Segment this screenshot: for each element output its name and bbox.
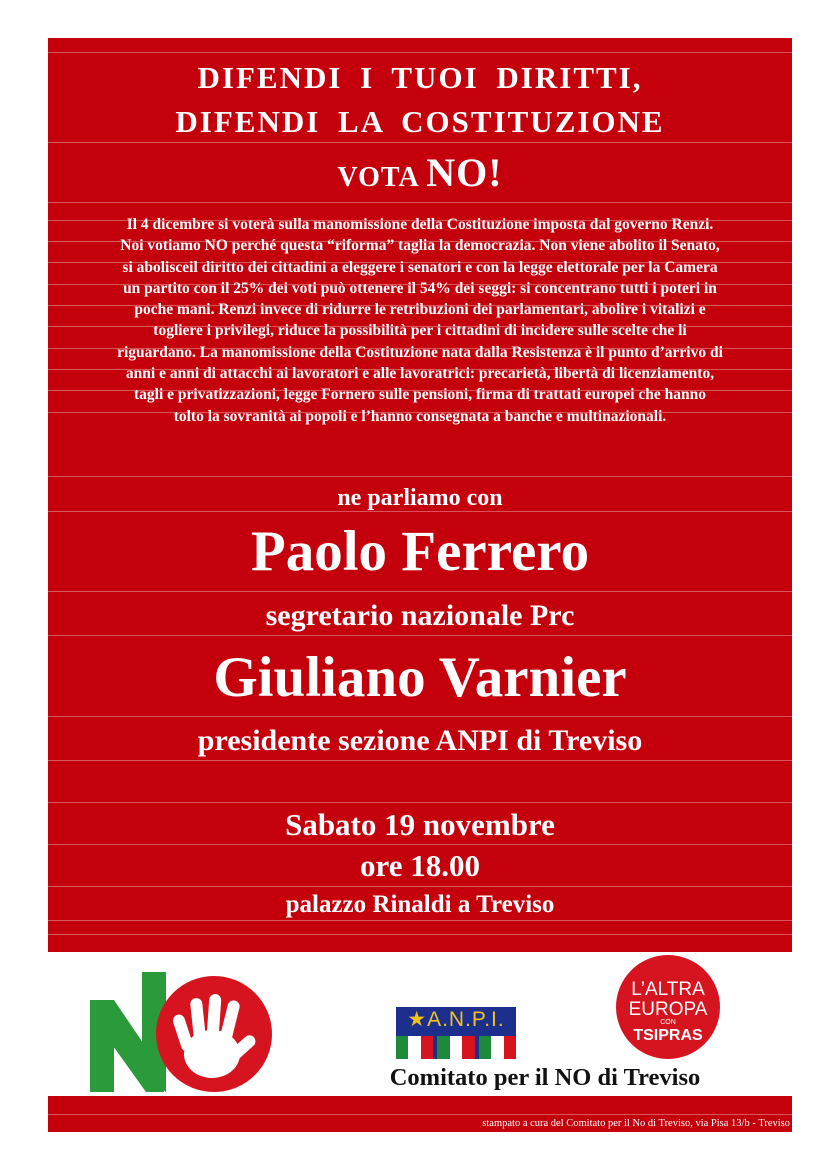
anpi-text: A.N.P.I. [427, 1008, 505, 1031]
body-line: tagli e privatizzazioni, legge Fornero sulle pensioni, firma di trattati europei che hanno [133, 386, 706, 404]
event-date: Sabato 19 novembre [285, 807, 555, 842]
vota-no-line [48, 150, 792, 201]
vota-word: VOTA [337, 162, 419, 193]
tsipras-line-3: CON [660, 1019, 676, 1026]
body-line: anni e anni di attacchi ai lavoratori e alle lavoratrici: precarietà, libertà di licenziamento, [125, 365, 715, 383]
tsipras-line-4: TSIPRAS [633, 1027, 703, 1044]
body-paragraph [48, 214, 792, 427]
anpi-flags [396, 1033, 516, 1059]
anpi-logo [396, 1007, 516, 1062]
no-campaign-logo [86, 970, 282, 1094]
headline-line-2: DIFENDI LA COSTITUZIONE [175, 104, 665, 139]
body-line: Noi votiamo NO perché questa “riforma” taglia la democrazia. Non viene abolito il Senato, [120, 237, 720, 255]
no-hand-icon [86, 970, 282, 1094]
body-line: togliere i privilegi, riduce la possibilità per i cittadini di incidere sulle scelte che li [153, 322, 687, 340]
body-line: tolto la sovranità ai popoli e l’hanno consegnata a banche e multinazionali. [173, 407, 667, 425]
no-word: NO! [426, 150, 503, 195]
committee-name: Comitato per il NO di Treviso [389, 1064, 701, 1091]
body-line: un partito con il 25% dei voti può ottenere il 54% dei seggi: si concentrano tutti i poteri in [123, 279, 717, 297]
body-line: poche mani. Renzi invece di ridurre le retribuzioni dei parlamentari, abolire i vitalizi e [134, 301, 706, 319]
event-place: palazzo Rinaldi a Treviso [285, 891, 555, 918]
poster-red-panel [48, 38, 792, 952]
speaker1-role: segretario nazionale Prc [265, 599, 575, 632]
tsipras-line-1: L’ALTRA [631, 979, 705, 1000]
imprint-text: stampato a cura del Comitato per il No di Treviso, via Pisa 13/b - Treviso [482, 1118, 790, 1129]
event-time: ore 18.00 [360, 848, 480, 883]
tsipras-logo [616, 955, 720, 1059]
speaker2-name: Giuliano Varnier [213, 646, 627, 709]
speaker2-role: presidente sezione ANPI di Treviso [197, 724, 643, 757]
star-icon: ★ [407, 1008, 428, 1031]
intro-text: ne parliamo con [337, 485, 503, 511]
body-line: Il 4 dicembre si voterà sulla manomissione della Costituzione imposta dal governo Renzi. [126, 216, 714, 233]
headline-line-1: DIFENDI I TUOI DIRITTI, [197, 60, 643, 95]
body-line: riguardano. La manomissione della Costituzione nata dalla Resistenza è il punto d’arrivo di [117, 343, 723, 361]
body-line: si abolisceil diritto dei cittadini a eleggere i senatori e con la legge elettorale per la Camera [122, 258, 718, 276]
footer-strip [48, 1096, 792, 1132]
tsipras-line-2: EUROPA [628, 999, 708, 1020]
speaker1-name: Paolo Ferrero [250, 520, 590, 583]
